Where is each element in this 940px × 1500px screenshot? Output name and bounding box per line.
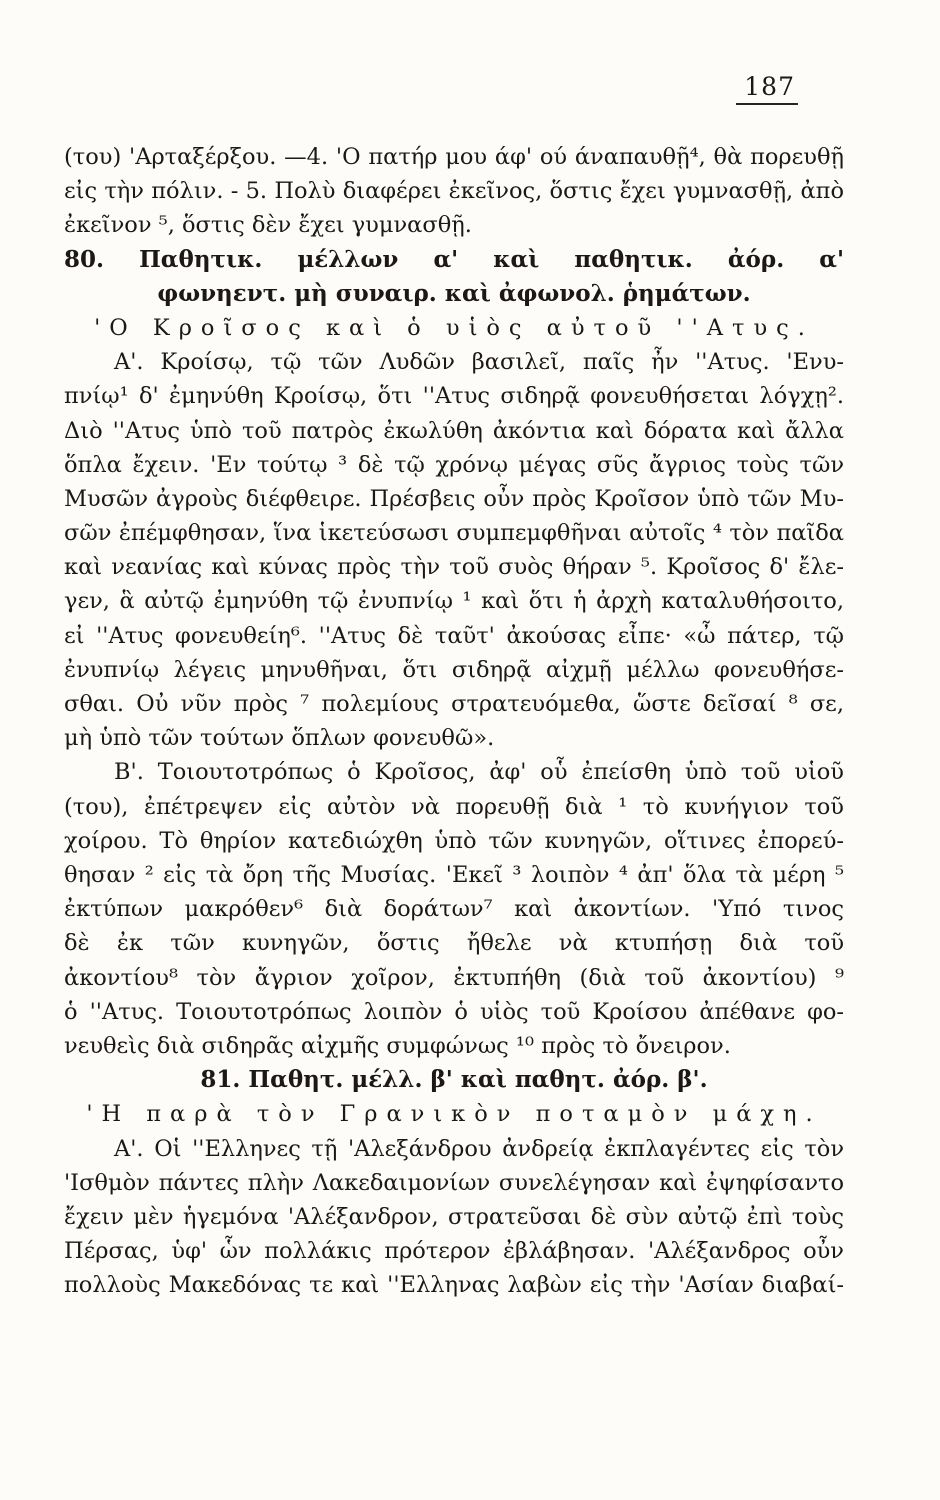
text-line: καὶ νεανίας καὶ κύνας πρὸς τὴν τοῦ συὸς θήραν ⁵. Κροῖσος δ' ἔλε- <box>64 554 844 581</box>
text-line: Πέρσας, ὑφ' ὧν πολλάκις πρότερον ἐβλάβησαν. 'Αλέξανδρος οὖν <box>64 1238 844 1265</box>
text-line: σθαι. Οὐ νῦν πρὸς ⁷ πολεμίους στρατευόμεθα, ὥστε δεῖσαί ⁸ σε, <box>64 691 844 718</box>
page-number-rule <box>736 103 798 105</box>
text-line: νευθεὶς διὰ σιδηρᾶς αἰχμῆς συμφώνως ¹⁰ πρὸς τὸ ὄνειρον. <box>64 1032 731 1059</box>
section-80-heading-line-2: φωνηεντ. μὴ συναιρ. καὶ ἀφωνολ. ῥημάτων. <box>157 279 751 307</box>
text-line: (του) 'Αρταξέρξου. —4. 'Ο πατήρ μου άφ' ού άναπαυθῇ⁴, θὰ πορευθῇ <box>64 144 844 170</box>
text-line: πολλοὺς Μακεδόνας τε καὶ ''Ελληνας λαβὼν εἰς τὴν 'Ασίαν διαβαί- <box>64 1272 844 1299</box>
text-line: ἐκτύπων μακρόθεν⁶ διὰ δοράτων⁷ καὶ ἀκοντίων. 'Υπό τινος <box>64 896 844 923</box>
section-80-heading-line-1: 80. Παθητικ. μέλλων α' καὶ παθητικ. ἀόρ. α' <box>64 245 844 273</box>
text-line: πνίῳ¹ δ' ἐμηνύθη Κροίσῳ, ὅτι ''Ατυς σιδηρᾷ φονευθήσεται λόγχῃ². <box>64 383 844 410</box>
text-line: ὅπλα ἔχειν. 'Εν τούτῳ ³ δὲ τῷ χρόνῳ μέγας σῦς ἄγριος τοὺς τῶν <box>64 451 844 478</box>
text-line: 'Ισθμὸν πάντες πλὴν Λακεδαιμονίων συνελέγησαν καὶ ἐψηφίσαντο <box>64 1169 844 1196</box>
text-line: μὴ ὑπὸ τῶν τούτων ὅπλων φονευθῶ». <box>64 725 495 752</box>
text-line: Β'. Τοιουτοτρόπως ὁ Κροῖσος, ἀφ' οὗ ἐπείσθη ὑπὸ τοῦ υἱοῦ <box>114 759 844 786</box>
text-line: Α'. Οἱ ''Ελληνες τῇ 'Αλεξάνδρου ἀνδρείᾳ ἐκπλαγέντες εἰς τὸν <box>114 1135 844 1162</box>
page-number: 187 <box>744 72 795 101</box>
text-line: ἔχειν μὲν ἡγεμόνα 'Αλέξανδρον, στρατεῦσαι δὲ σὺν αὐτῷ ἐπὶ τοὺς <box>64 1203 844 1230</box>
text-line: γεν, ἃ αὐτῷ ἐμηνύθη τῷ ἐνυπνίῳ ¹ καὶ ὅτι ἡ ἀρχὴ καταλυθήσοιτο, <box>64 588 844 615</box>
text-line: ἐνυπνίῳ λέγεις μηνυθῆναι, ὅτι σιδηρᾷ αἰχμῇ μέλλω φονευθήσε- <box>64 656 844 683</box>
section-81-heading: 81. Παθητ. μέλλ. β' καὶ παθητ. ἀόρ. β'. <box>200 1066 708 1094</box>
text-line: δὲ ἐκ τῶν κυνηγῶν, ὅστις ἤθελε νὰ κτυπήσῃ διὰ τοῦ <box>64 930 844 957</box>
text-line: θησαν ² εἰς τὰ ὄρη τῆς Μυσίας. 'Εκεῖ ³ λοιπὸν ⁴ ἀπ' ὅλα τὰ μέρη ⁵ <box>64 862 844 888</box>
text-line: χοίρου. Τὸ θηρίον κατεδιώχθη ὑπὸ τῶν κυνηγῶν, οἵτινες ἐπορεύ- <box>64 827 844 854</box>
page-body <box>64 140 844 1302</box>
text-line: ἐκεῖνον ⁵, ὅστις δὲν ἔχει γυμνασθῇ. <box>64 212 472 239</box>
text-line: ἀκοντίου⁸ τὸν ἄγριον χοῖρον, ἐκτυπήθη (διὰ τοῦ ἀκοντίου) ⁹ <box>64 964 844 991</box>
section-81-title: 'Η παρὰ τὸν Γρανικὸν ποταμὸν μάχη. <box>86 1101 822 1128</box>
text-line: εἰς τὴν πόλιν. - 5. Πολὺ διαφέρει ἐκεῖνος, ὅστις ἔχει γυμνασθῇ, ἀπὸ <box>64 178 844 205</box>
text-line: σῶν ἐπέμφθησαν, ἵνα ἱκετεύσωσι συμπεμφθῆναι αὐτοῖς ⁴ τὸν παῖδα <box>64 520 844 547</box>
text-line: (του), ἐπέτρεψεν εἰς αὐτὸν νὰ πορευθῇ διὰ ¹ τὸ κυνήγιον τοῦ <box>64 793 844 820</box>
text-line: Α'. Κροίσῳ, τῷ τῶν Λυδῶν βασιλεῖ, παῖς ἦν ''Ατυς. 'Ενυ- <box>114 349 844 376</box>
text-line: Μυσῶν ἀγροὺς διέφθειρε. Πρέσβεις οὖν πρὸς Κροῖσον ὑπὸ τῶν Μυ- <box>64 485 844 512</box>
text-line: Διὸ ''Ατυς ὑπὸ τοῦ πατρὸς ἐκωλύθη ἀκόντια καὶ δόρατα καὶ ἄλλα <box>64 417 844 444</box>
text-line: εἰ ''Ατυς φονευθείη⁶. ''Ατυς δὲ ταῦτ' ἀκούσας εἶπε· «ὦ πάτερ, τῷ <box>64 622 844 649</box>
text-line: ὁ ''Ατυς. Τοιουτοτρόπως λοιπὸν ὁ υἱὸς τοῦ Κροίσου ἀπέθανε φο- <box>64 998 844 1025</box>
section-80-title: 'Ο Κροῖσος καὶ ὁ υἱὸς αὐτοῦ ''Ατυς. <box>94 314 814 341</box>
